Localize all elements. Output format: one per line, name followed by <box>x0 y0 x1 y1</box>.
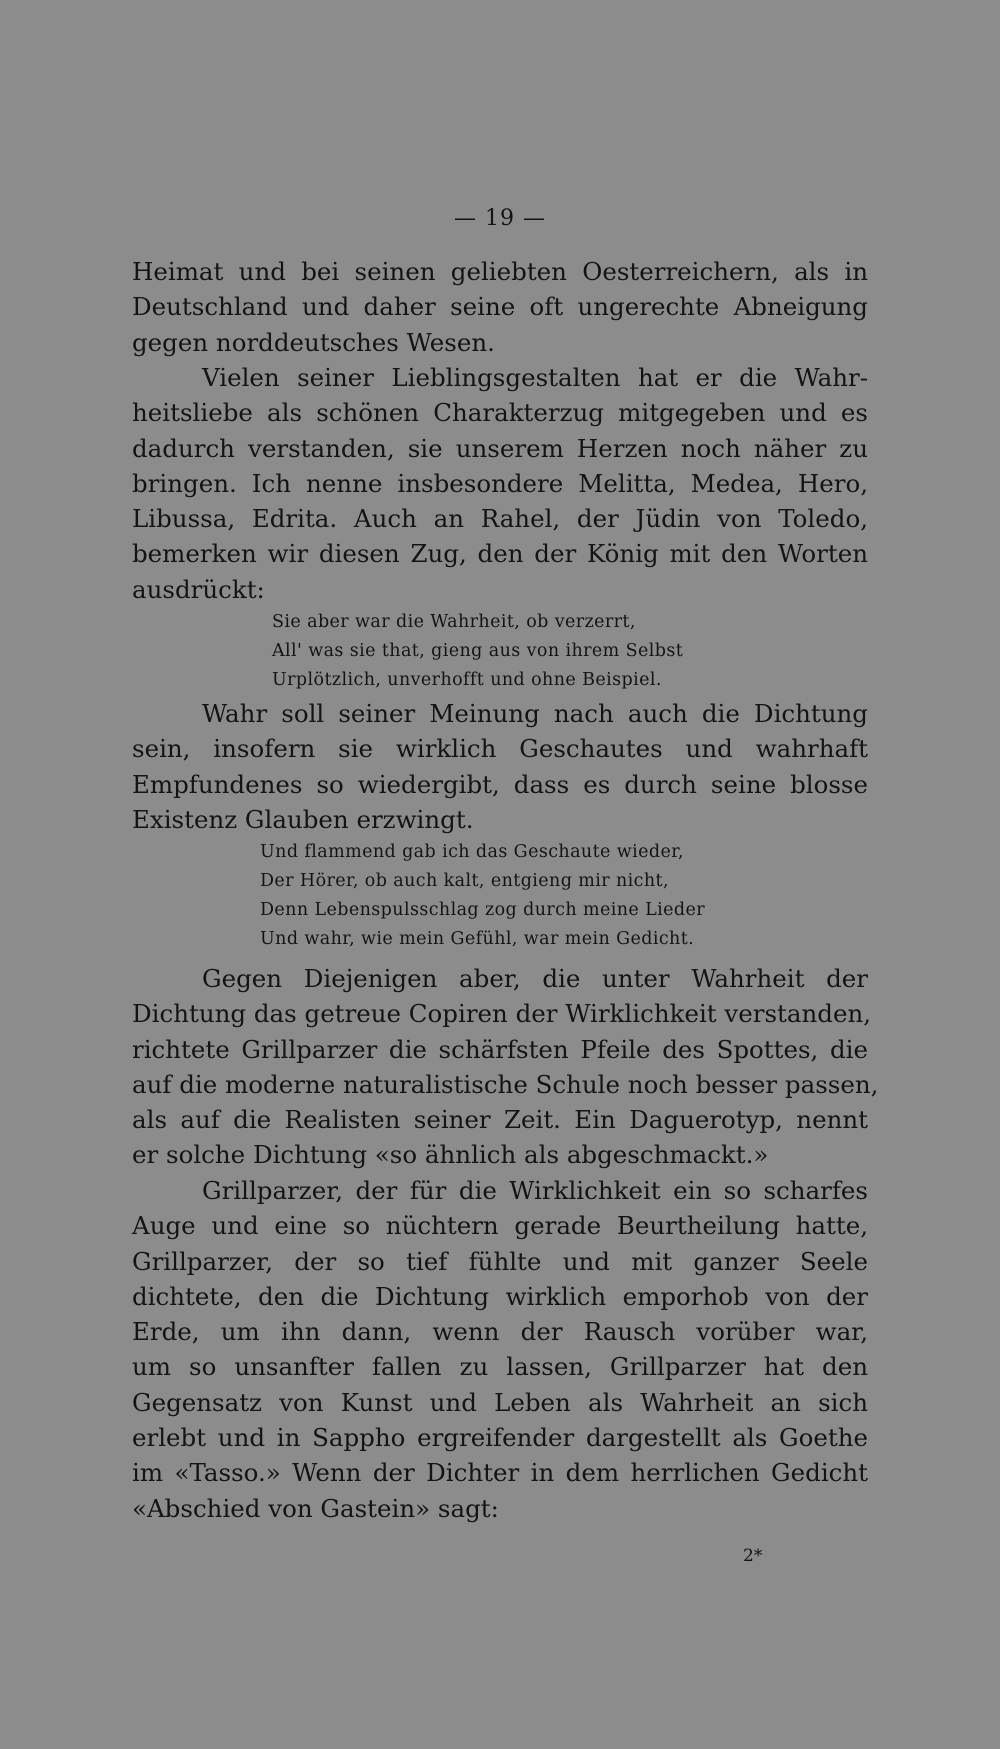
verse-line: Der Hörer, ob auch kalt, entgieng mir nicht, <box>260 871 669 891</box>
verse-line: Und wahr, wie mein Gefühl, war mein Gedicht. <box>260 929 695 949</box>
text-line: «Abschied von Gastein» sagt: <box>132 1493 499 1523</box>
text-line: Libussa, Edrita. Auch an Rahel, der Jüdin von Toledo, <box>132 504 868 534</box>
verse-quote-1 <box>272 608 872 695</box>
text-line: Heimat und bei seinen geliebten Oesterreichern, als in <box>132 257 868 286</box>
verse-line: Urplötzlich, unverhofft und ohne Beispiel. <box>272 670 662 690</box>
page-number: — 19 — <box>454 206 546 231</box>
text-line: erlebt und in Sappho ergreifender dargestellt als Goethe <box>132 1423 868 1453</box>
text-line: im «Tasso.» Wenn der Dichter in dem herrlichen Gedicht <box>132 1458 868 1488</box>
text-line: Gegen Diejenigen aber, die unter Wahrheit der <box>202 964 868 993</box>
verse-line: Und flammend gab ich das Geschaute wieder, <box>260 842 685 862</box>
signature-mark: 2* <box>743 1546 763 1566</box>
text-line: dadurch verstanden, sie unserem Herzen noch näher zu <box>132 433 868 463</box>
paragraph-4 <box>132 961 879 1173</box>
verse-line: All' was sie that, gieng aus von ihrem Selbst <box>272 641 684 661</box>
text-line: Vielen seiner Lieblingsgestalten hat er die Wahr- <box>202 363 868 392</box>
paragraph-3 <box>132 696 868 837</box>
text-line: auf die moderne naturalistische Schule noch besser passen, <box>132 1069 879 1099</box>
verse-line: Sie aber war die Wahrheit, ob verzerrt, <box>272 612 636 632</box>
text-line: dichtete, den die Dichtung wirklich emporhob von der <box>132 1281 868 1311</box>
text-line: er solche Dichtung «so ähnlich als abgeschmackt.» <box>132 1140 769 1170</box>
text-line: um so unsanfter fallen zu lassen, Grillparzer hat den <box>132 1352 868 1382</box>
text-line: richtete Grillparzer die schärfsten Pfeile des Spottes, die <box>132 1034 868 1064</box>
text-line: heitsliebe als schönen Charakterzug mitgegeben und es <box>132 398 868 428</box>
text-line: Deutschland und daher seine oft ungerechte Abneigung <box>132 292 868 322</box>
text-line: Wahr soll seiner Meinung nach auch die Dichtung <box>202 699 868 728</box>
text-line: Grillparzer, der für die Wirklichkeit ein so scharfes <box>202 1176 868 1205</box>
text-line: Auge und eine so nüchtern gerade Beurtheilung hatte, <box>132 1211 868 1241</box>
text-line: Erde, um ihn dann, wenn der Rausch vorüber war, <box>132 1317 868 1347</box>
verse-line: Denn Lebenspulsschlag zog durch meine Lieder <box>260 900 706 920</box>
text-line: bringen. Ich nenne insbesondere Melitta, Medea, Hero, <box>132 468 868 498</box>
text-line: Grillparzer, der so tief fühlte und mit ganzer Seele <box>132 1246 868 1276</box>
text-line: gegen norddeutsches Wesen. <box>132 327 495 357</box>
paragraph-2 <box>132 360 868 607</box>
text-line: Empfundenes so wiedergibt, dass es durch seine blosse <box>132 769 868 799</box>
verse-quote-2 <box>260 838 860 954</box>
text-line: als auf die Realisten seiner Zeit. Ein Daguerotyp, nennt <box>132 1105 868 1135</box>
text-line: Dichtung das getreue Copiren der Wirklichkeit verstanden, <box>132 999 872 1029</box>
text-line: ausdrückt: <box>132 574 265 604</box>
text-line: sein, insofern sie wirklich Geschautes und wahrhaft <box>132 734 868 764</box>
text-line: Gegensatz von Kunst und Leben als Wahrheit an sich <box>132 1387 868 1417</box>
paragraph-5 <box>132 1173 868 1526</box>
text-line: bemerken wir diesen Zug, den der König mit den Worten <box>132 539 868 569</box>
paragraph-1 <box>132 254 868 360</box>
text-line: Existenz Glauben erzwingt. <box>132 804 474 834</box>
